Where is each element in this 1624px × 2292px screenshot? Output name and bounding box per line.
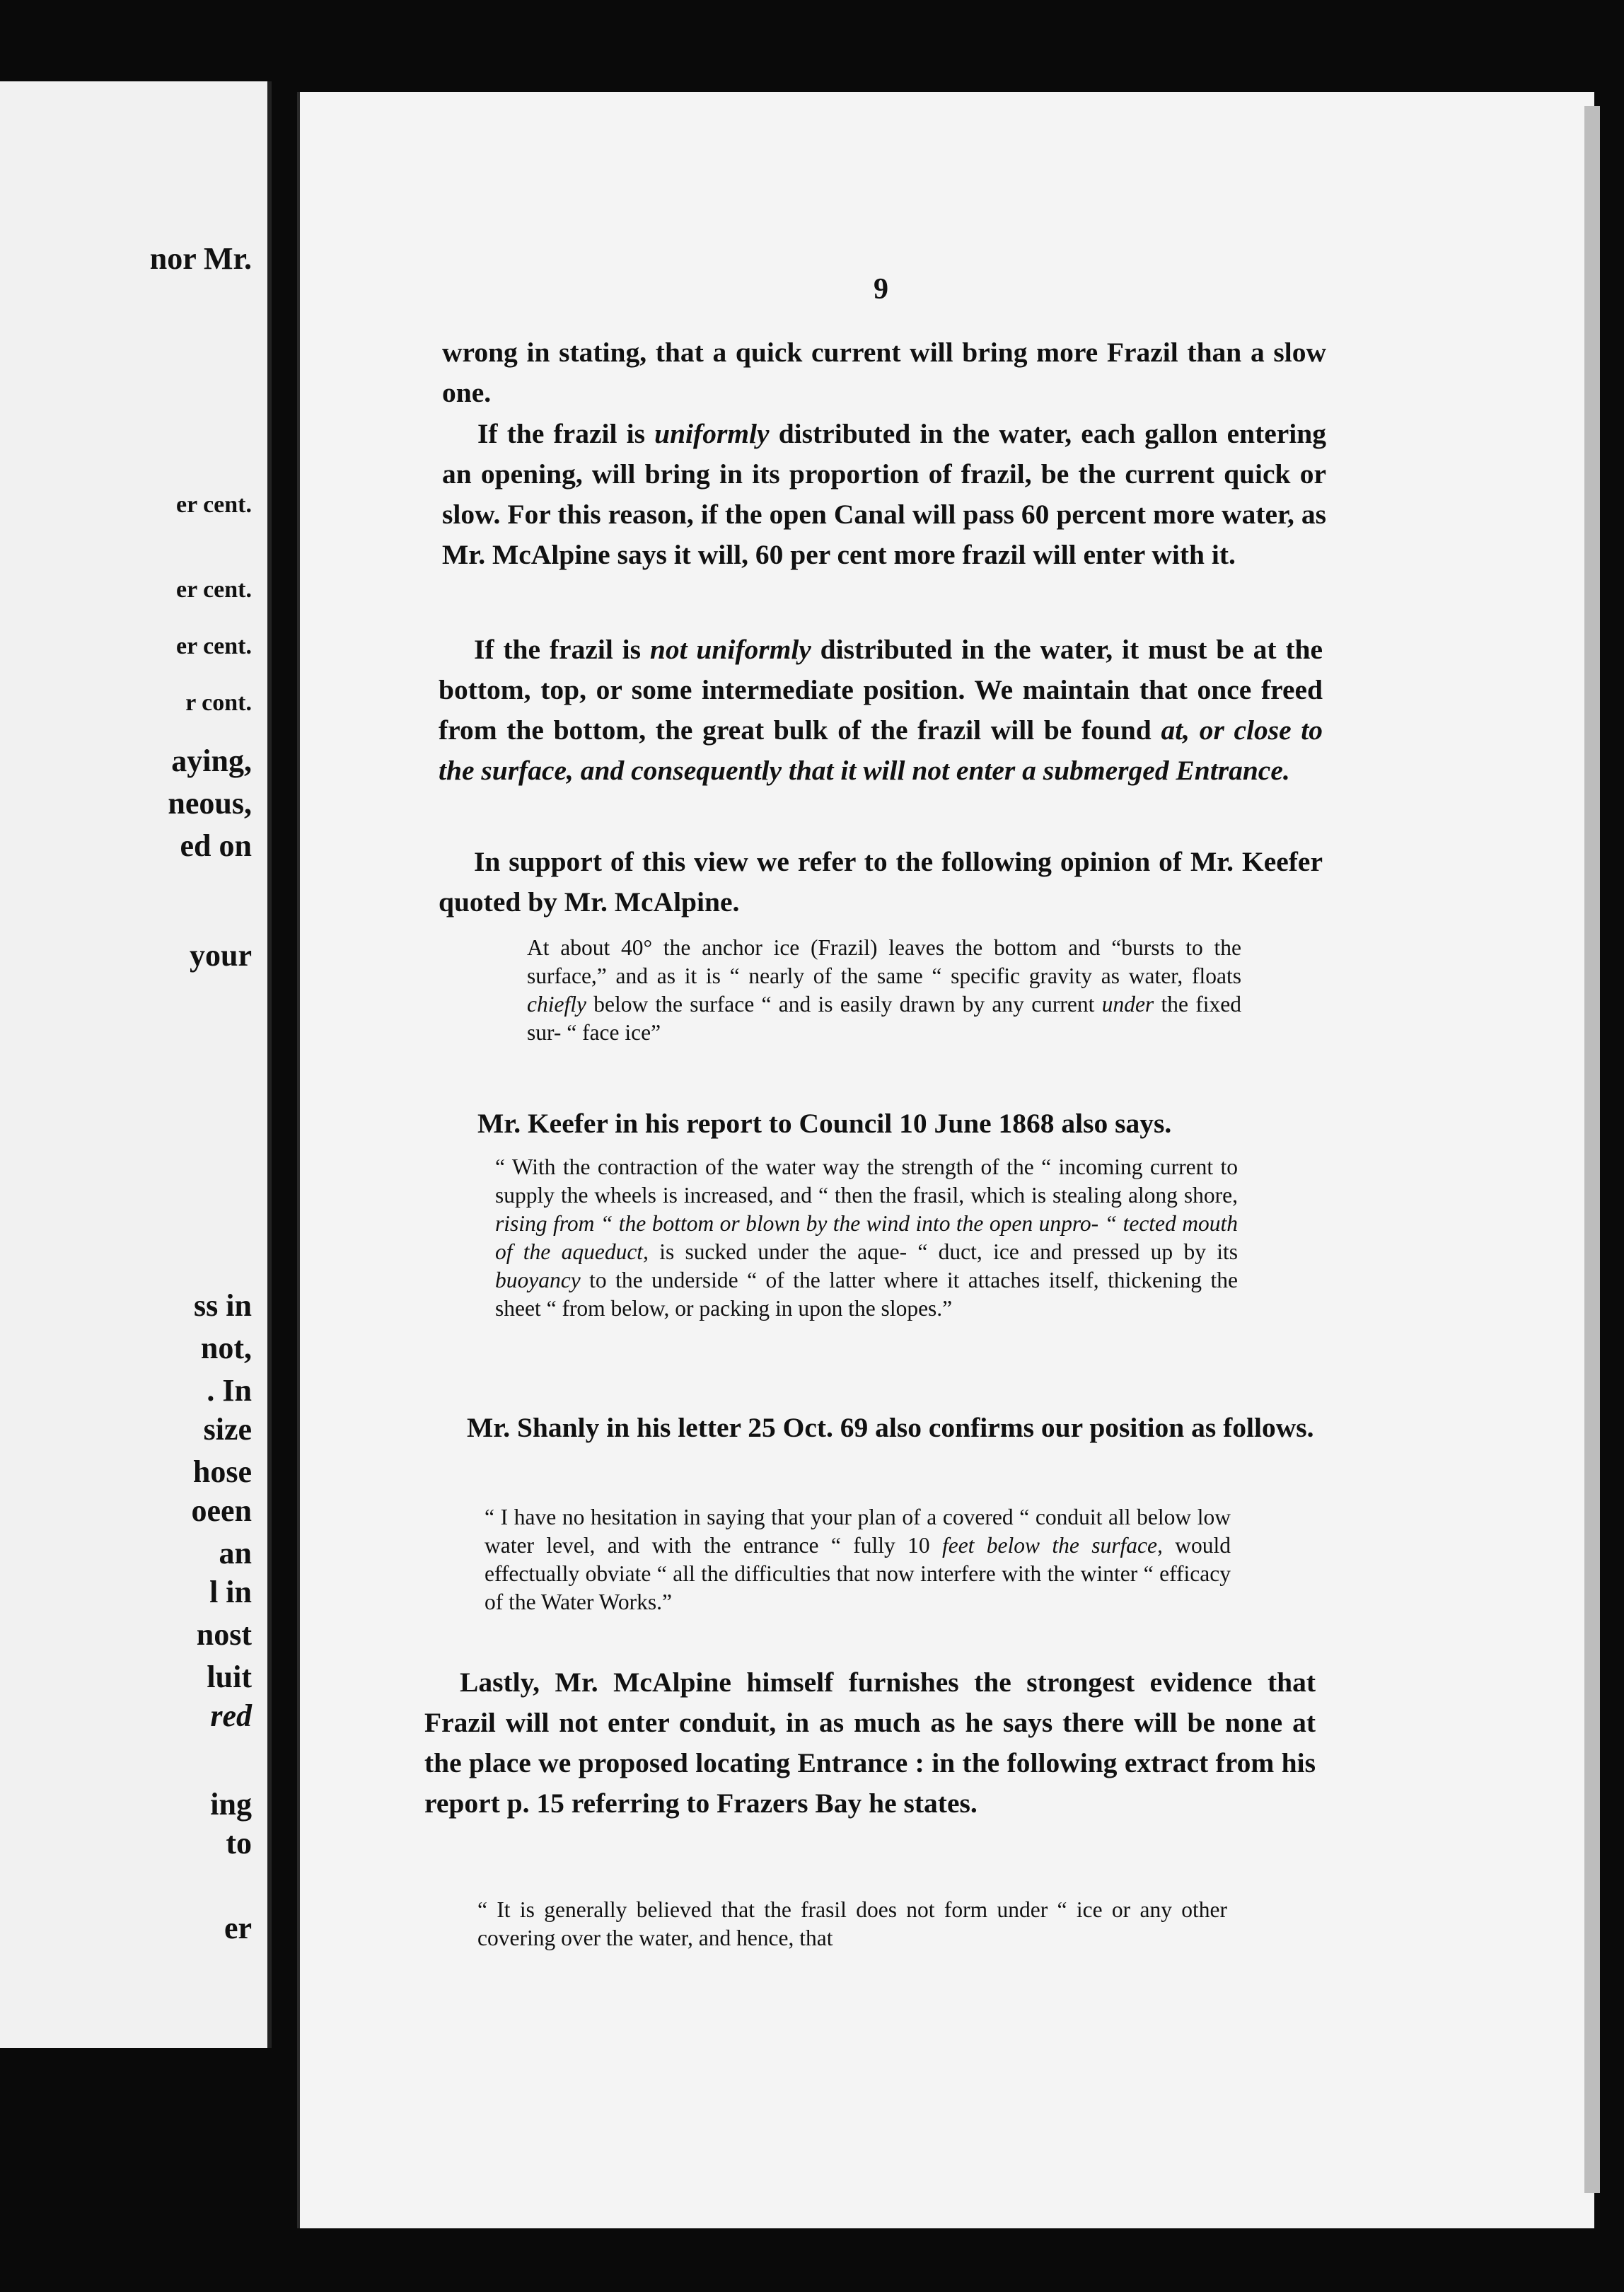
left-page-fragment: nost (196, 1617, 252, 1652)
left-page-fragment: oeen (191, 1493, 252, 1528)
left-page-fragment: ed on (180, 828, 252, 863)
left-page-edge (0, 81, 272, 2048)
left-page-fragment: ss in (194, 1288, 252, 1323)
left-page-fragment: not, (200, 1331, 252, 1365)
left-page-fragment: aying, (171, 743, 252, 778)
quote-mcalpine: “ It is generally believed that the frasil does not form under “ ice or any other covering over the water, and hence, that (477, 1897, 1227, 1950)
page-number: 9 (874, 273, 888, 306)
left-page-fragment: size (203, 1412, 252, 1447)
left-page-fragment: l in (209, 1575, 252, 1609)
quote-keefer-1: At about 40° the anchor ice (Frazil) leaves the bottom and “bursts to the surface,” and as it is “ nearly of the same “ specific gravity as water, floats chiefly below the surface “ and is easily drawn by any current under the fixed sur- “ face ice” (527, 935, 1241, 1045)
left-page-fragment: ing (210, 1787, 252, 1822)
paragraph-1-text: wrong in stating, that a quick current will bring more Frazil than a slow one. (442, 337, 1326, 408)
paragraph-7: Lastly, Mr. McAlpine himself furnishes the strongest evidence that Frazil will not enter conduit, in as much as he says there will be none at the place we proposed locating Entrance : in the following extract from his report p. 15 referring to Frazers Bay he states. (424, 1667, 1316, 1819)
page-edge-shadow (1584, 106, 1600, 2193)
left-page-fragment: . In (207, 1373, 252, 1408)
left-page-fragment: er cent. (176, 492, 252, 518)
quote-keefer-2: “ With the contraction of the water way the strength of the “ incoming current to supply the wheels is increased, and “ then the frasil, which is stealing along shore, rising from “ the bottom or blown by the wind into the open unpro- “ tected mouth of the aqueduct, is sucked under the aque- “ duct, ice and pressed up by its buoyancy to the underside “ of the latter where it attaches itself, thickening the sheet “ from below, or packing in upon the slopes.” (495, 1154, 1239, 1321)
left-page-fragment: luit (207, 1660, 252, 1694)
left-page-fragment: to (226, 1826, 252, 1860)
left-page-fragment: er cent. (176, 633, 252, 659)
paragraph-6: Mr. Shanly in his letter 25 Oct. 69 also confirms our position as follows. (467, 1412, 1314, 1443)
paragraph-3: If the frazil is not uniformly distributed in the water, it must be at the bottom, top, or some intermediate position. We maintain that once freed from the bottom, the great bulk of the frazil will be found at, or close to the surface, and consequently that it will not enter a submerged Entrance. (439, 634, 1323, 786)
paragraph-1 (442, 332, 1326, 413)
paragraph-5: Mr. Keefer in his report to Council 10 June 1868 also says. (477, 1108, 1172, 1139)
left-page-fragment: er cent. (176, 577, 252, 603)
left-page-fragment: an (219, 1536, 252, 1570)
left-page-fragment: er (224, 1911, 252, 1945)
left-page-fragment: r cont. (185, 690, 252, 716)
left-page-fragment: your (190, 938, 252, 973)
left-page-fragment: red (210, 1698, 252, 1733)
quote-shanly: “ I have no hesitation in saying that your plan of a covered “ conduit all below low water level, and with the entrance “ fully 10 feet below the surface, would effectually obviate “ all the difficulties that now interfere with the winter “ efficacy of the Water Works.” (485, 1505, 1231, 1614)
left-page-fragment: neous, (168, 786, 252, 821)
paragraph-4: In support of this view we refer to the following opinion of Mr. Keefer quoted by Mr. McAlpine. (439, 846, 1323, 918)
paragraph-2: If the frazil is uniformly distributed in the water, each gallon entering an opening, will bring in its proportion of frazil, be the current quick or slow. For this reason, if the open Canal will pass 60 percent more water, as Mr. McAlpine says it will, 60 per cent more frazil will enter with it. (442, 418, 1326, 570)
left-page-fragment: hose (192, 1454, 252, 1489)
left-page-fragment: nor Mr. (149, 241, 252, 276)
